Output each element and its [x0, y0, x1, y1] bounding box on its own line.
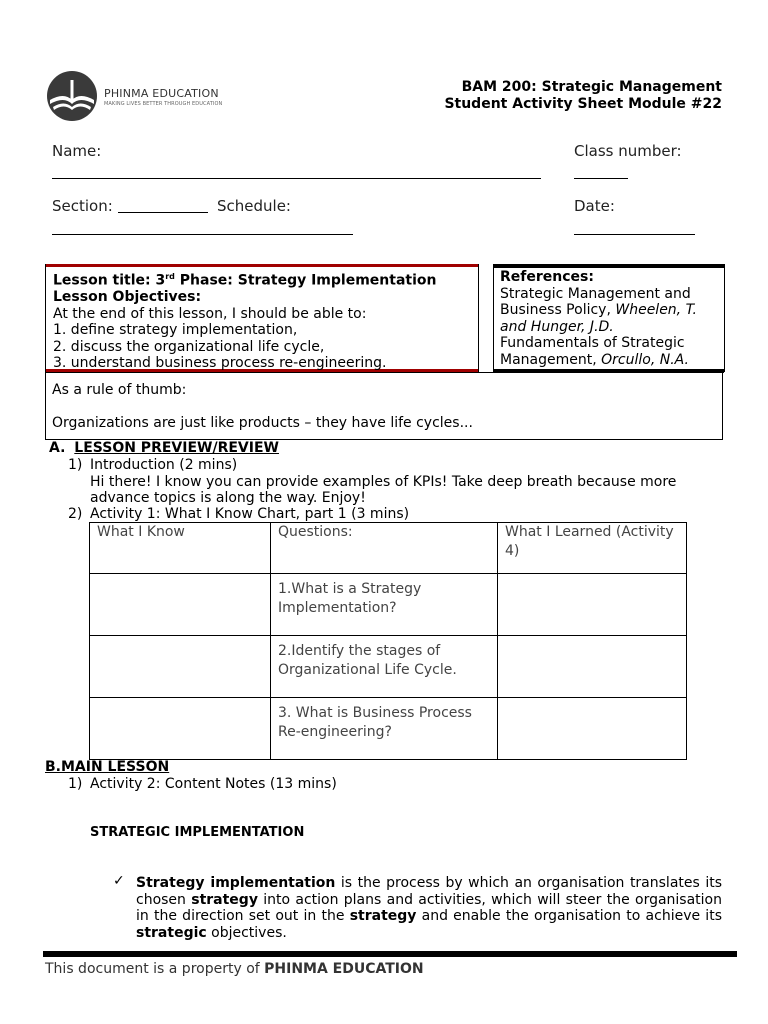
references-label: References: — [500, 269, 594, 285]
what-i-know-chart — [89, 522, 687, 760]
references-content — [500, 269, 724, 368]
rule-of-thumb-content — [52, 382, 473, 432]
references-top-rule — [494, 264, 724, 268]
bold-term: strategy — [191, 891, 258, 908]
paragraph-text: is the process by which an organisation translates its chosen — [136, 875, 722, 908]
section-field[interactable] — [118, 212, 208, 213]
what-i-learned-cell[interactable] — [498, 636, 687, 698]
course-heading — [444, 79, 722, 113]
footer — [45, 961, 424, 977]
checkmark-icon: ✓ — [113, 873, 125, 889]
intro-title: Introduction (2 mins) — [90, 457, 238, 473]
paragraph-text: objectives. — [206, 924, 287, 941]
column-header-what-i-learned: What I Learned (Activity 4) — [498, 523, 687, 574]
lesson-title-suffix: Phase: Strategy Implementation — [174, 272, 437, 289]
box-divider — [477, 264, 494, 372]
reference-item — [500, 335, 724, 368]
reference-author: Wheelen, T. and Hunger, J.D. — [500, 302, 697, 335]
logo-name: PHINMA EDUCATION — [104, 87, 219, 100]
bold-term: strategic — [136, 924, 207, 941]
footer-text: This document is a property of — [45, 961, 265, 977]
objective-item: 1. define strategy implementation, — [53, 322, 298, 339]
strategic-implementation-heading: STRATEGIC IMPLEMENTATION — [90, 825, 305, 840]
lesson-top-rule — [46, 264, 478, 267]
lesson-title — [53, 269, 436, 289]
sheet-title: Student Activity Sheet Module #22 — [444, 96, 722, 112]
section-a-title: LESSON PREVIEW/REVIEW — [74, 440, 279, 456]
bold-term: Strategy implementation — [136, 875, 336, 891]
bold-term: strategy — [349, 908, 417, 924]
reference-item — [500, 286, 724, 336]
section-a-heading — [49, 440, 279, 456]
lesson-title-sup: rd — [165, 272, 175, 281]
objectives-intro: At the end of this lesson, I should be able to: — [53, 305, 367, 322]
objectives-label: Lesson Objectives: — [53, 289, 202, 306]
table-row — [90, 698, 687, 760]
question-cell: 2.Identify the stages of Organizational Life Cycle. — [271, 636, 498, 698]
intro-body: Hi there! I know you can provide examples of KPIs! Take deep breath because more advance topics is along the way. Enjoy! — [90, 473, 677, 506]
column-header-what-i-know: What I Know — [90, 523, 271, 574]
section-a-letter: A. — [49, 440, 66, 456]
phinma-emblem-icon — [46, 70, 98, 122]
activity-2-title: Activity 2: Content Notes (13 mins) — [90, 776, 337, 792]
lesson-content — [53, 269, 436, 372]
what-i-know-cell[interactable] — [90, 574, 271, 636]
phinma-logo — [46, 70, 221, 122]
what-i-know-cell[interactable] — [90, 698, 271, 760]
question-cell: 1.What is a Strategy Implementation? — [271, 574, 498, 636]
what-i-learned-cell[interactable] — [498, 574, 687, 636]
section-label: Section: — [52, 197, 113, 215]
logo-tagline: MAKING LIVES BETTER THROUGH EDUCATION — [104, 101, 223, 107]
activity-1-title: Activity 1: What I Know Chart, part 1 (3 mins) — [90, 506, 410, 522]
class-number-field[interactable] — [574, 178, 628, 179]
class-number-label: Class number: — [574, 142, 682, 160]
table-header-row — [90, 523, 687, 574]
date-label: Date: — [574, 197, 615, 215]
table-row — [90, 636, 687, 698]
rule-of-thumb-label: As a rule of thumb: — [52, 382, 187, 398]
name-label: Name: — [52, 142, 102, 160]
objective-item: 2. discuss the organizational life cycle, — [53, 338, 325, 355]
reference-author: Orcullo, N.A. — [601, 351, 689, 368]
references-box — [493, 264, 725, 372]
what-i-learned-cell[interactable] — [498, 698, 687, 760]
rule-of-thumb-box — [45, 372, 723, 440]
reference-title: Strategic Management and Business Policy, — [500, 285, 691, 318]
paragraph-text: into action plans and activities, which will steer the organisation in the direction set out in the — [136, 891, 722, 924]
table-row — [90, 574, 687, 636]
footer-rule — [43, 951, 737, 957]
item-number: 1) — [68, 457, 83, 473]
schedule-field[interactable] — [52, 234, 353, 235]
name-field[interactable] — [52, 178, 541, 179]
lesson-box — [45, 264, 479, 372]
rule-of-thumb-text: Organizations are just like products – they have life cycles... — [52, 415, 473, 431]
item-number: 2) — [68, 506, 83, 522]
course-title: BAM 200: Strategic Management — [461, 79, 722, 95]
section-b-heading: B.MAIN LESSON — [45, 759, 170, 775]
intro-item — [90, 457, 690, 507]
date-field[interactable] — [574, 234, 695, 235]
schedule-label: Schedule: — [217, 197, 291, 215]
objective-item: 3. understand business process re-engineering. — [53, 355, 387, 372]
footer-brand: PHINMA EDUCATION — [264, 961, 424, 977]
reference-title: Fundamentals of Strategic Management, — [500, 335, 685, 368]
question-cell: 3. What is Business Process Re-engineering? — [271, 698, 498, 760]
lesson-title-prefix: Lesson title: 3 — [53, 272, 166, 289]
strategy-definition-paragraph — [136, 875, 722, 941]
paragraph-text: and enable the organisation to achieve its — [416, 908, 722, 924]
column-header-questions: Questions: — [271, 523, 498, 574]
item-number: 1) — [68, 776, 83, 792]
what-i-know-cell[interactable] — [90, 636, 271, 698]
